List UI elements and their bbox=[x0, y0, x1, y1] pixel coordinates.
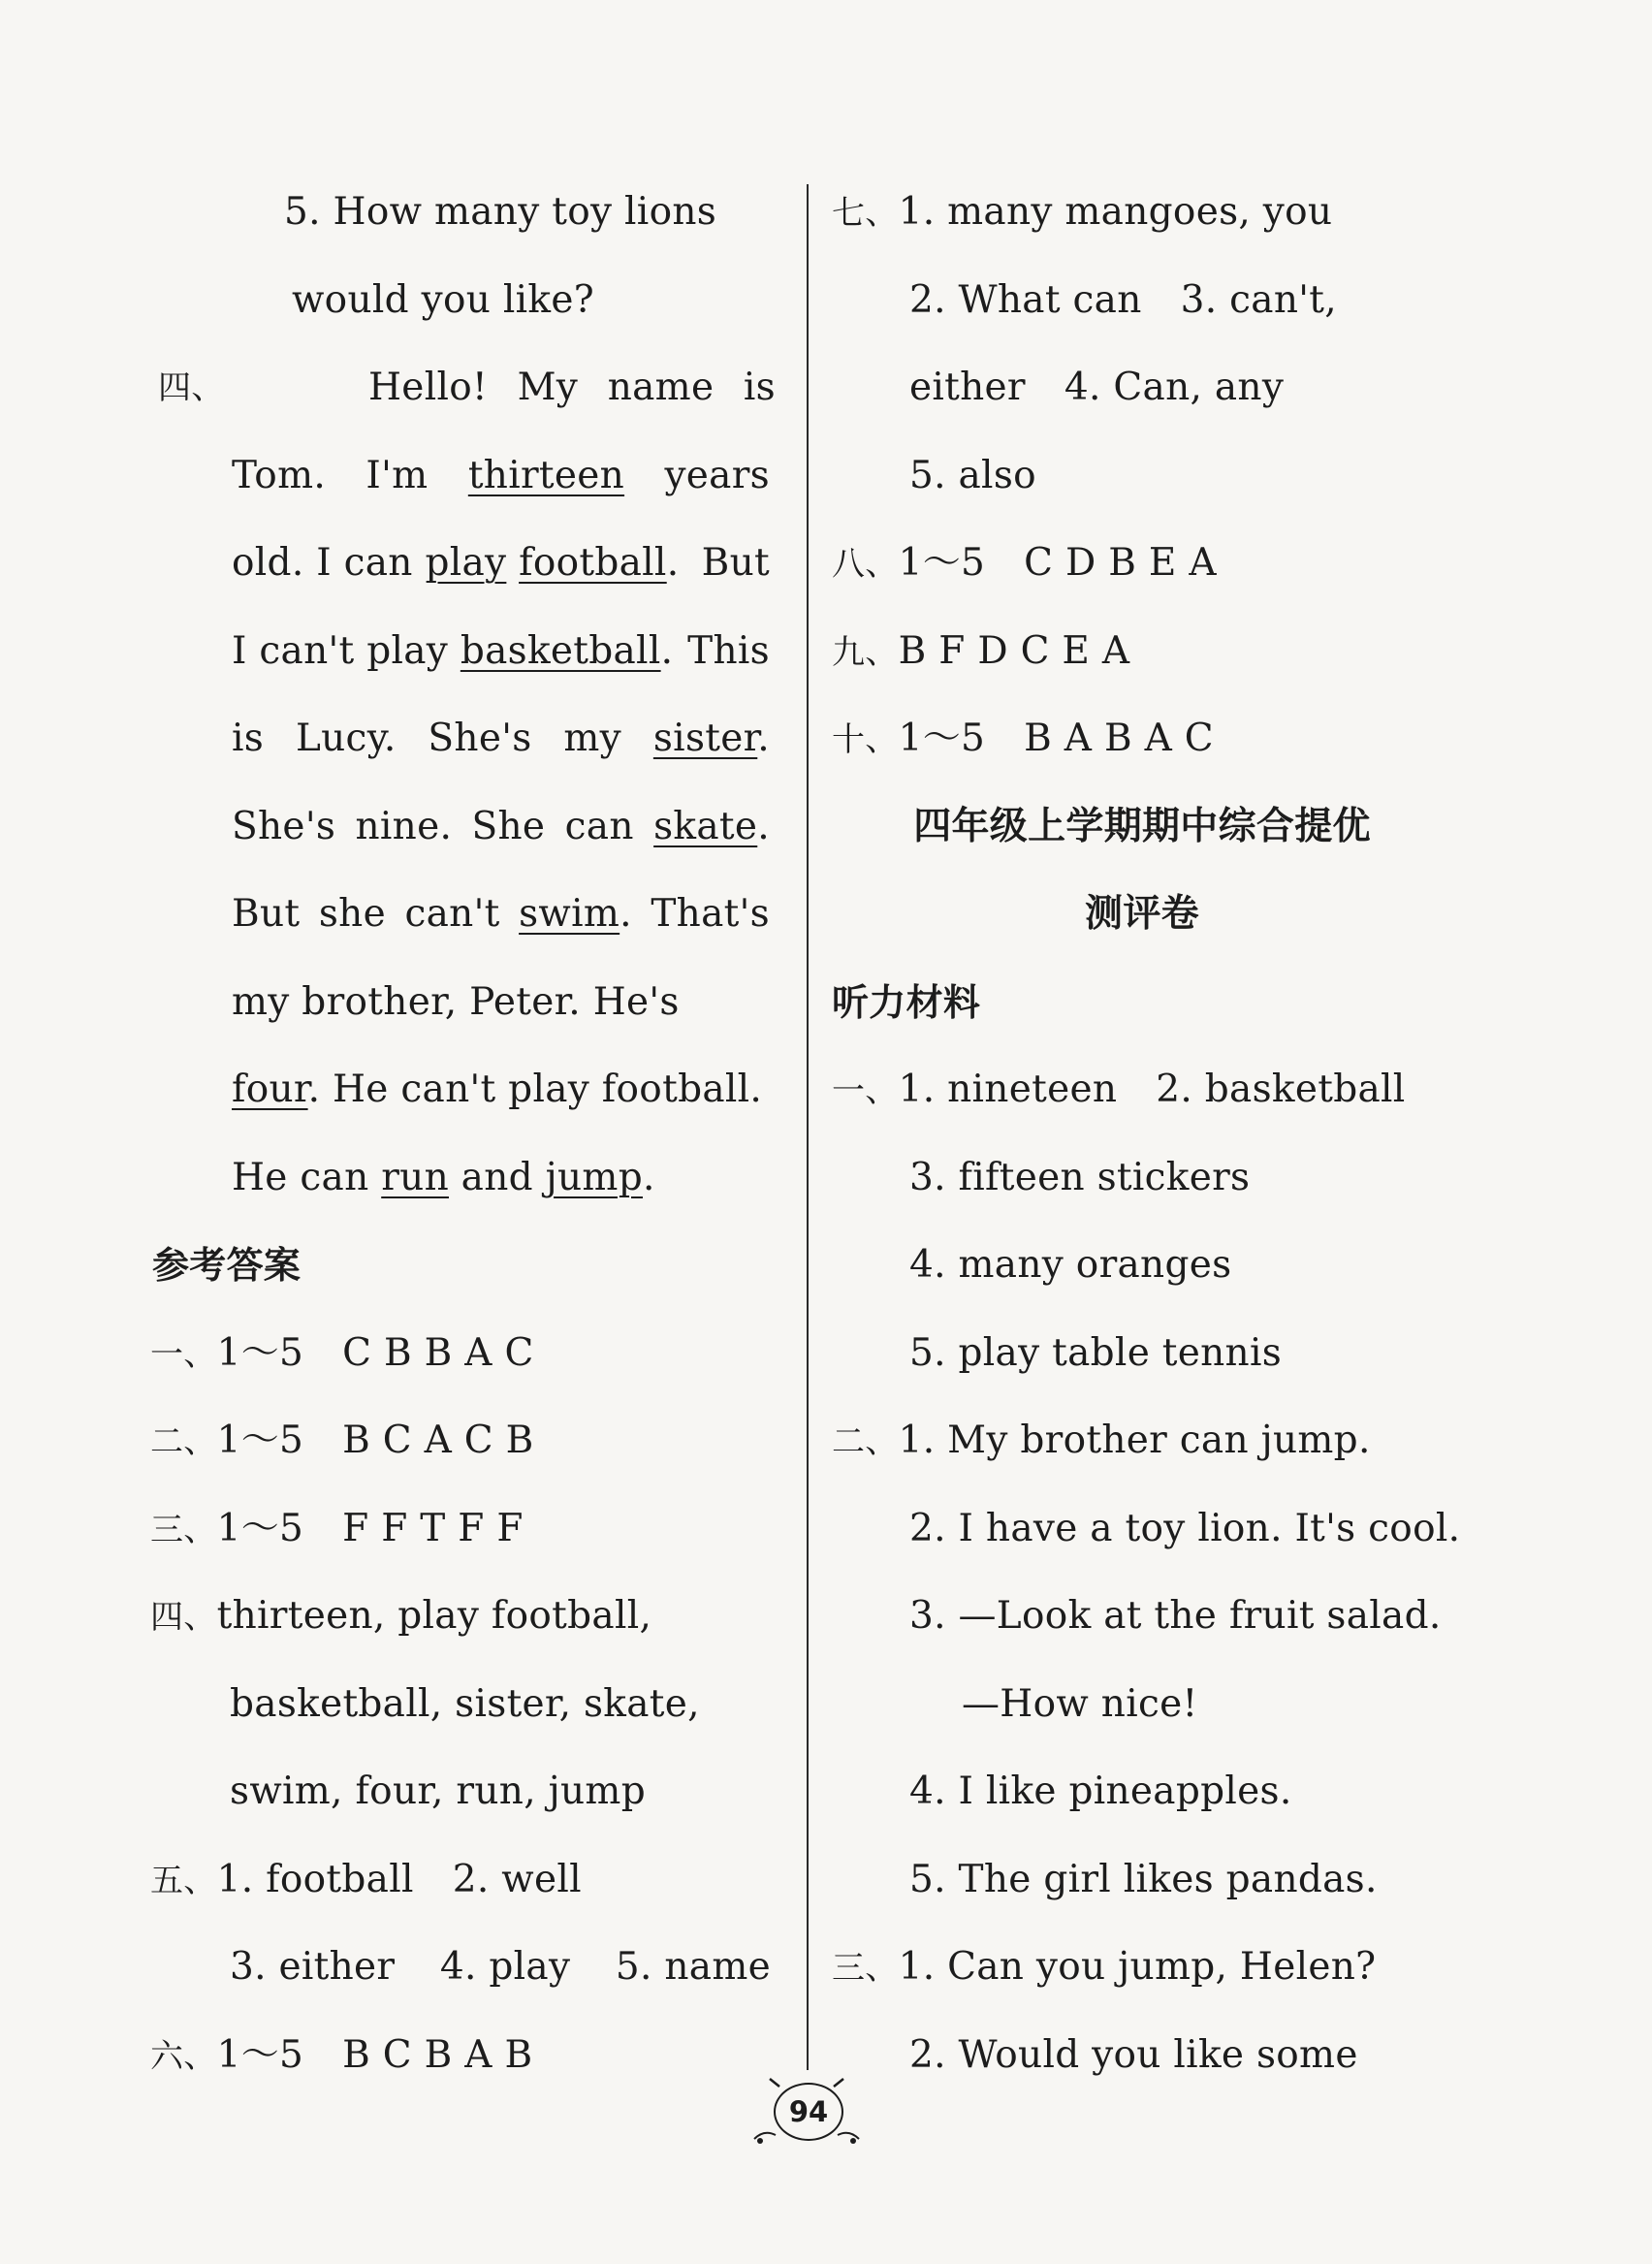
passage-line-4: I can't play basketball. This bbox=[232, 628, 770, 673]
blank-answer: skate bbox=[653, 804, 758, 848]
script-row: 3. fifteen stickers bbox=[909, 1155, 1251, 1199]
answer-row: 九、B F D C E A bbox=[832, 628, 1130, 673]
passage-line-1: 四、 Hello! My name is bbox=[158, 366, 776, 409]
answer-row: 3. either 4. play 5. name bbox=[230, 1945, 771, 1989]
answer-row: 四、thirteen, play football, bbox=[150, 1594, 652, 1638]
test-title-line-1: 四年级上学期期中综合提优 bbox=[913, 804, 1371, 848]
section-heading: 听力材料 bbox=[832, 980, 981, 1024]
blank-answer: sister bbox=[652, 717, 758, 760]
blank-answer: play bbox=[425, 541, 507, 585]
passage-line-2: Tom. I'm thirteen years bbox=[150, 446, 790, 534]
blank-answer: basketball bbox=[460, 628, 661, 673]
answer-row: 二、1～5 B C A C B bbox=[150, 1419, 534, 1462]
script-row: 4. I like pineapples. bbox=[909, 1770, 1292, 1813]
script-row: 三、1. Can you jump, Helen? bbox=[832, 1945, 1377, 1989]
answer-row: 5. also bbox=[909, 453, 1036, 497]
answer-row: basketball, sister, skate, bbox=[230, 1681, 700, 1726]
script-row: 5. play table tennis bbox=[909, 1330, 1283, 1375]
blank-answer: swim bbox=[519, 892, 620, 936]
script-row: —How nice! bbox=[962, 1681, 1198, 1726]
answer-row: 十、1～5 B A B A C bbox=[832, 717, 1214, 760]
script-row: 二、1. My brother can jump. bbox=[832, 1419, 1371, 1462]
blank-answer: thirteen bbox=[467, 453, 625, 497]
script-row: 3. —Look at the fruit salad. bbox=[909, 1594, 1442, 1638]
section-heading: 参考答案 bbox=[152, 1244, 302, 1287]
answer-row: 三、1～5 F F T F F bbox=[150, 1506, 524, 1550]
answer-row: 2. What can 3. can't, bbox=[909, 277, 1337, 322]
answer-row: swim, four, run, jump bbox=[230, 1770, 646, 1813]
script-row: 4. many oranges bbox=[909, 1243, 1232, 1287]
blank-answer: jump bbox=[545, 1155, 643, 1199]
left-column bbox=[150, 182, 790, 2113]
script-row: 5. The girl likes pandas. bbox=[909, 1857, 1378, 1901]
answer-row: either 4. Can, any bbox=[909, 366, 1285, 409]
answer-row: 一、1～5 C B B A C bbox=[150, 1330, 534, 1375]
passage-line-10: He can run and jump. bbox=[232, 1155, 655, 1199]
script-row: 一、1. nineteen 2. basketball bbox=[832, 1068, 1406, 1111]
script-row: 2. I have a toy lion. It's cool. bbox=[909, 1506, 1461, 1550]
passage-line-6: She's nine. She can skate. bbox=[232, 804, 770, 848]
passage-line-9: four. He can't play football. bbox=[232, 1068, 763, 1111]
blank-answer: football bbox=[519, 541, 667, 585]
blank-answer: four bbox=[232, 1068, 308, 1111]
passage-line-8: my brother, Peter. He's bbox=[232, 979, 680, 1024]
question-line: would you like? bbox=[292, 277, 594, 322]
answer-row: 八、1～5 C D B E A bbox=[832, 541, 1217, 585]
page-number: 94 bbox=[774, 2083, 843, 2141]
passage-line-3: old. I can play football. But bbox=[232, 541, 770, 585]
script-row: 2. Would you like some bbox=[909, 2032, 1358, 2077]
test-title-line-2: 测评卷 bbox=[1085, 892, 1199, 936]
answer-row: 七、1. many mangoes, you bbox=[832, 190, 1333, 234]
column-divider bbox=[807, 184, 809, 2070]
passage-line-7: But she can't swim. That's bbox=[232, 892, 770, 936]
answer-row: 六、1～5 B C B A B bbox=[150, 2032, 533, 2077]
blank-answer: run bbox=[381, 1155, 449, 1199]
page-number-badge bbox=[745, 2075, 890, 2152]
answer-row: 五、1. football 2. well bbox=[150, 1857, 582, 1901]
right-column bbox=[832, 182, 1472, 2113]
question-line: 5. How many toy lions bbox=[284, 190, 717, 234]
passage-line-5: is Lucy. She's my sister. bbox=[232, 717, 770, 760]
